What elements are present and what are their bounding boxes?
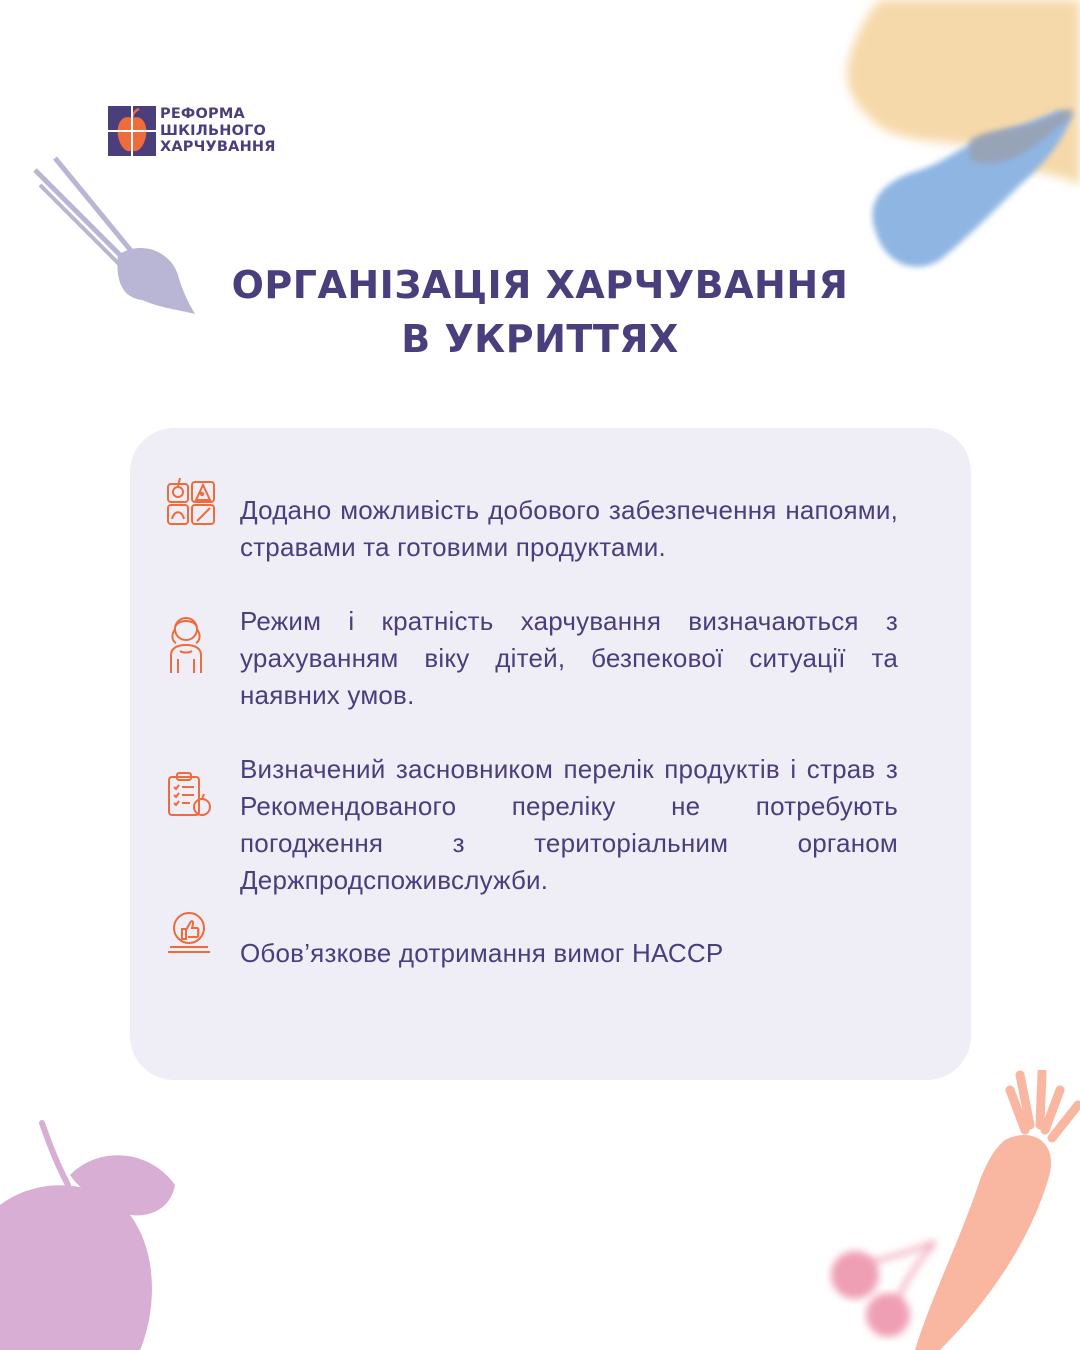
- checklist-apple-icon: [166, 771, 212, 817]
- item-text: Визначений засновником перелік продуктів і страв з Рекомендованого переліку не потребують погодження з територіальним органом Держпродспоживслужби.: [240, 754, 898, 895]
- child-icon: [166, 613, 206, 675]
- page-title: [0, 258, 1080, 366]
- item-text: Додано можливість добового забезпечення напоями, стравами та готовими продуктами.: [240, 495, 898, 562]
- list-item: [240, 935, 898, 972]
- logo-line-2: ШКІЛЬНОГО: [160, 122, 267, 139]
- thumbs-up-plate-icon: [166, 911, 212, 955]
- food-grid-icon: [166, 474, 216, 526]
- logo-wordmark: [160, 106, 276, 156]
- logo-line-3: ХАРЧУВАННЯ: [160, 139, 276, 156]
- info-card: [130, 428, 971, 1080]
- list-item: [240, 751, 898, 899]
- list-item: [240, 603, 898, 714]
- item-text: Обов’язкове дотримання вимог НАССР: [240, 938, 724, 968]
- title-line-2: В УКРИТТЯХ: [401, 317, 679, 361]
- logo-line-1: РЕФОРМА: [160, 106, 245, 123]
- apple-grid-logo-icon: [108, 106, 156, 156]
- title-line-1: ОРГАНІЗАЦІЯ ХАРЧУВАННЯ: [231, 263, 849, 307]
- brand-logo: [108, 106, 276, 156]
- carrot-decoration: [820, 1070, 1080, 1350]
- plum-decoration: [0, 1115, 190, 1350]
- eggplant-decoration: [860, 100, 1080, 280]
- item-text: Режим і кратність харчування визначаються з урахуванням віку дітей, безпекової ситуації та наявних умов.: [240, 606, 898, 710]
- list-item: [240, 492, 898, 566]
